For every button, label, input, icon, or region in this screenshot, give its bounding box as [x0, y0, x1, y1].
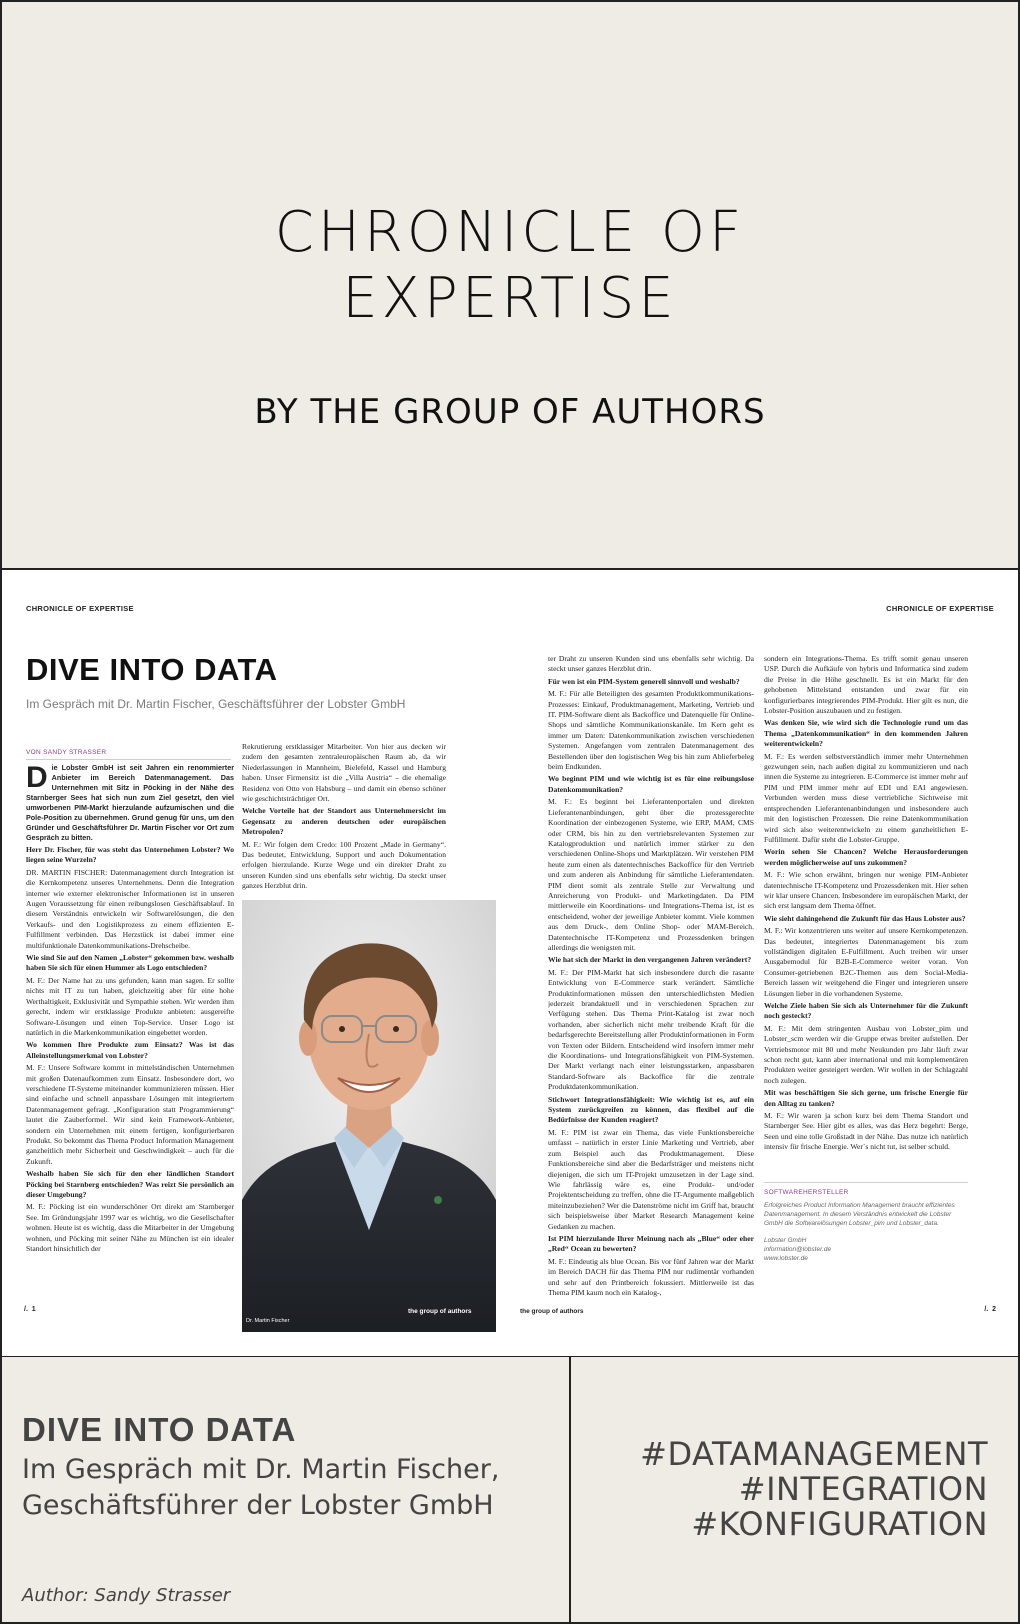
portrait-photo: [242, 900, 496, 1332]
article-byline: VON SANDY STRASSER: [26, 749, 231, 760]
summary-panel: [0, 1357, 1020, 1624]
info-web: www.lobster.de: [764, 1255, 808, 1262]
interview-question: Wo beginnt PIM und wie wichtig ist es für eine reibungslose Datenkommunikation?: [548, 774, 754, 794]
interview-answer: M. F.: Es beginnt bei Lieferantenportalen und direkten Lieferantenanbindungen, geht über die prozessgerechte Koordination der einbezogenen Systeme, wie ERP, MAM, CMS oder CRM, bis hin zu den vertriebsrelevanten Systemen zur Katalogproduktion und natürlich immer stärker zu den verschiedenen Online-Shops und Marktplätzen. Wir verstehen PIM heute zum einen als datentechnisches Backoffice für den Vertrieb und zum anderen als Anbindung für sämtliche Lieferantendaten. PIM dient somit als zentrale Stelle zur Verwaltung und Anreicherung von Produkt- und Marketingdaten. Da PIM mittlerweile ein Koordinations- und Integrations-Thema ist, ist es entscheidend, woher der jeweilige Anbieter kommt. Viele kommen aus dem Druck-, dem Online Shop- oder MAM-Bereich. Datentechnische IT-Kompetenz und Prozessdenken bringen allerdings die wenigsten mit.: [548, 797, 754, 952]
column-4-body: [764, 654, 968, 1153]
page-header-left: CHRONICLE OF EXPERTISE: [26, 604, 134, 613]
interview-answer: M. F.: Wir konzentrieren uns weiter auf unsere Kernkompetenzen. Das bedeutet, integriertes Datenmanagement bis zum vollständigen digitalen E-Fulfillment. Auch treiben wir unser Ausgabemodul für B2B-E-Commerce weiter voran. Von Consumer-getriebenen B2C-Themen aus dem Social-Media-Bereich lassen wir weitgehend die Finger und integrieren unsere Lösungen lieber in die vorhandenen Systeme.: [764, 926, 968, 998]
interview-question: Stichwort Integrationsfähigkeit: Wie wichtig ist es, auf ein System zurückgreifen zu können, das flexibel auf die Bedürfnisse der Kunden reagiert?: [548, 1094, 754, 1125]
interview-answer: M. F.: Der Name hat zu uns gefunden, kann man sagen. Er sollte nichts mit IT zu tun haben, gleichzeitig aber für eine hohe Werthaltigkeit, Exklusivität und Sympathie stehen. Wir werden ihm gerecht, indem wir erstklassige Produkte anbieten: ausgereifte Software-Lösungen und einen Top-Service. Unser Logo ist natürlich in die Markenkommunikation eingebettet worden.: [26, 975, 234, 1037]
info-text: Erfolgreiches Product Information Management braucht effizientes Datenmanagement. In diesem Verständnis entwickelt die Lobster GmbH die Softwarelösungen Lobster_pim und Lobster_data.: [764, 1202, 955, 1227]
interview-answer: M. F.: Für alle Beteiligten des gesamten Produktkommunikations-Prozesses: Einkauf, Produktmanagement, Marketing, Vertrieb und IT. PIM-Software dient als Backoffice und Datenquelle für Online-Shops und sämtliche Kommunikationskanäle. Im Kern geht es immer um Daten: Datenkommunikation zwischen verschiedenen Systemen. Angefangen vom zentralen Datenmanagement des Bestellenden über den logistischen Weg bis hin zum Ablieferbeleg beim Endkunden.: [548, 689, 754, 772]
lead-text: ie Lobster GmbH ist seit Jahren ein renommierter Anbieter im Bereich Datenmanagement. Das Unternehmen mit Sitz in Pöcking in der Nähe des Starnberger Sees hat sich nun zum Ziel gesetzt, den viel umworbenen PIM-Markt hierzulande aufzumischen und die Pole-Position zu übernehmen. Grund genug für uns, um den Gründer und Geschäftsführer Dr. Martin Fischer vor Ort zum Gespräch zu bitten.: [26, 763, 234, 842]
interview-question: Was denken Sie, wie wird sich die Technologie rund um das Thema „Datenkommunikation“ in den kommenden Jahren weiterentwickeln?: [764, 718, 968, 749]
panel-divider: [569, 1357, 571, 1622]
photo-caption: Dr. Martin Fischer: [246, 1318, 290, 1324]
cover-title-line1: CHRONICLE OF: [274, 200, 746, 265]
interview-answer: M. F.: Wie schon erwähnt, bringen nur wenige PIM-Anbieter datentechnische IT-Kompetenz und Prozessdenken mit. Hier sehen wir klar unsere Chancen. Insbesondere im europäischen Markt, der sich erst langsam dem Thema öffnet.: [764, 870, 968, 911]
interview-answer: M. F.: Unsere Software kommt in mittelständischen Unternehmen mit großen Datenaufkommen zum Einsatz. Insbesondere dort, wo verschiedene IT-Systeme miteinander kommunizieren müssen. Hier sind einfache und schnell anpassbare Lösungen mit integriertem Datenmanagement gefragt. „Konfiguration statt Programmierung“ lautet die Zauberformel. Wir sind kein Framework-Anbieter, sondern ein Unternehmen mit einem fertigen, konfigurierbaren Produkt. So bekommt das Thema Product Information Management ganzheitlich mehr Sicherheit und Geschwindigkeit – auch für die Zukunft.: [26, 1063, 234, 1166]
summary-author: Author: Sandy Strasser: [22, 1585, 231, 1606]
hashtag: #INTEGRATION: [738, 1470, 988, 1508]
footer-brand-right: the group of authors: [520, 1308, 584, 1315]
interview-question: Welche Ziele haben Sie sich als Unternehmer für die Zukunft noch gesteckt?: [764, 1001, 968, 1021]
portrait-illustration: [242, 900, 496, 1332]
interview-question: Herr Dr. Fischer, für was steht das Unternehmen Lobster? Wo liegen seine Wurzeln?: [26, 845, 234, 865]
company-info-box: [764, 1182, 968, 1263]
text-column-2: [242, 742, 446, 894]
interview-answer: Rekrutierung erstklassiger Mitarbeiter. Von hier aus decken wir zudem den gesamten zentraleuropäischen Raum ab, da wir Niederlassungen in Mannheim, Bielefeld, Kassel und Hamburg haben. Unser Firmensitz ist die „Villa Austria“ – die ehemalige Residenz von Otto von Habsburg – und damit ein ebenso schöner wie geschichtsträchtiger Ort.: [242, 742, 446, 804]
article-subtitle: Im Gespräch mit Dr. Martin Fischer, Geschäftsführer der Lobster GmbH: [26, 697, 406, 711]
text-column-1: [26, 763, 234, 1308]
folio-mark-icon: /.: [984, 1306, 989, 1313]
interview-question: Worin sehen Sie Chancen? Welche Herausforderungen werden möglicherweise auf uns zukommen?: [764, 847, 968, 867]
drop-cap: D: [26, 763, 48, 794]
interview-answer: M. F.: Wir waren ja schon kurz bei dem Thema Standort und Starnberger See. Hier gibt es alles, was das Herz begehrt: Berge, Seen und eine tolle Großstadt in der Nähe. Das nutze ich natürlich intensiv für frische Energie. Wer´s nicht tut, ist selber schuld.: [764, 1111, 968, 1152]
interview-answer: M. F.: Pöcking ist ein wunderschöner Ort direkt am Starnberger See. Im Gründungsjahr 1997 war es wichtig, wo die Gesellschafter wohnen. Heute ist es wichtig, dass die Mitarbeiter in der Umgebung wohnen, und Pöcking mit seiner Nähe zu München ist ein idealer Standort hinsichtlich der: [26, 1202, 234, 1254]
interview-answer: M. F.: Eindeutig als blue Ocean. Bis vor fünf Jahren war der Markt im Bereich DACH für das Thema PIM nur rudimentär vorhanden und sehr auf den Printbereich fokussiert. Mittlerweile ist das Thema PIM kaum noch ein Katalog-,: [548, 1256, 754, 1297]
interview-answer: M. F.: Der PIM-Markt hat sich insbesondere durch die rasante Entwicklung von E-Commerce stark verändert. Sämtliche Produktinformationen müssen den unterschiedlichsten Medien jederzeit brandaktuell und in verschiedenen Sprachen zur Verfügung stehen. Das Thema Print-Katalog ist zwar noch vorhanden, aber sicherlich nicht mehr treibende Kraft für die bedarfsgerechte Bereitstellung aller Produktinformationen in Form von Texten oder Bildern. Entscheidend wird insofern immer mehr die Koordinations- und Integrationsfähigkeit von PIM-Systemen. Der Markt verlangt nach einer leistungsstarken, anpassbaren Standard-Software als Backoffice für die zentrale Produktdatenkommunikation.: [548, 967, 754, 1092]
photo-brand-label: the group of authors: [408, 1308, 472, 1315]
page-header-right: CHRONICLE OF EXPERTISE: [886, 604, 994, 613]
interview-question: Wie hat sich der Markt in den vergangenen Jahren verändert?: [548, 955, 752, 965]
info-contact: [764, 1236, 968, 1263]
folio-left-number: 1: [31, 1306, 36, 1313]
folio-mark-icon: /.: [24, 1306, 28, 1313]
info-email: information@lobster.de: [764, 1246, 832, 1253]
interview-question: Welche Vorteile hat der Standort aus Unternehmersicht im Gegensatz zu anderen deutschen oder europäischen Metropolen?: [242, 806, 446, 837]
interview-answer: M. F.: Es werden selbstverständlich immer mehr Unternehmen gezwungen sein, nach außen digital zu kommunizieren und nach innen die Systeme zu integrieren. E-Commerce ist immer mehr auf PIM und PIM immer mehr auf EDI und EAI angewiesen. Verbunden werden muss diese vertriebliche Sichtweise mit entsprechenden Lieferantenanbindungen und insbesondere auch mit den logistischen Prozessen. Die reine Datenkommunikation wird sich also weiterentwickeln zu einem ganzheitlichen E-Fulfillment. Dafür steht die Lobster-Gruppe.: [764, 751, 968, 844]
summary-subtitle-line2: Geschäftsführer der Lobster GmbH: [22, 1490, 494, 1521]
folio-right-number: 2: [992, 1306, 996, 1313]
folio-left: [24, 1306, 36, 1313]
interview-question: Wie sieht dahingehend die Zukunft für das Haus Lobster aus?: [764, 913, 966, 923]
cover-panel: [0, 0, 1020, 569]
interview-question: Für wen ist ein PIM-System generell sinnvoll und weshalb?: [548, 676, 740, 686]
hashtag: #DATAMANAGEMENT: [640, 1435, 988, 1473]
hashtag: #KONFIGURATION: [691, 1505, 988, 1543]
interview-question: Mit was beschäftigen Sie sich gerne, um frische Energie für den Alltag zu tanken?: [764, 1088, 968, 1108]
summary-title: DIVE INTO DATA: [22, 1411, 297, 1448]
interview-answer: ter Draht zu unseren Kunden sind uns ebenfalls sehr wichtig. Da steckt unser ganzes Herzblut drin.: [548, 654, 754, 674]
interview-question: Wie sind Sie auf den Namen „Lobster“ gekommen bzw. weshalb haben Sie sich für einen Hummer als Logo entschieden?: [26, 953, 234, 973]
interview-answer: M. F.: PIM ist zwar ein Thema, das viele Funktionsbereiche umfasst – natürlich in erster Linie Marketing und Vertrieb, aber zum Beispiel auch das Produktmanagement. Diese Funktionsbereiche sind aber die Bedarfsträger und meistens nicht diejenigen, die sich um IT-Projekt umzusetzen in der Lage sind. Wie fahrlässig wäre es, eine Produkt- und/oder Projektentscheidung zu treffen, ohne die IT-Argumente maßgeblich miteinzubeziehen? Wer die Datenströme nicht im Griff hat, braucht sich beispielsweise über Market Research Management keine Gedanken zu machen.: [548, 1127, 754, 1231]
interview-question: Ist PIM hierzulande Ihrer Meinung nach als „Blue“ oder eher „Red“ Ocean zu bewerten?: [548, 1233, 754, 1254]
column-1-body: [26, 845, 234, 1254]
column-3-body: [548, 654, 754, 1298]
magazine-spread: [0, 568, 1020, 1358]
folio-right: [984, 1306, 996, 1313]
info-heading: SOFTWAREHERSTELLER: [764, 1189, 849, 1196]
column-2-body: [242, 742, 446, 892]
article-title: DIVE INTO DATA: [26, 652, 278, 687]
summary-subtitle-line1: Im Gespräch mit Dr. Martin Fischer,: [22, 1454, 500, 1485]
text-column-3: [548, 654, 754, 1308]
interview-answer: sondern ein Integrations-Thema. Es trifft somit genau unseren USP. Durch die Aufkäufe von hybris und Informatica sind zudem die Preise in die Höhe geschnellt. Es ist ein Markt für den gehobenen Mittelstand entstanden und zwar für ein konfigurierbares integrierendes PIM-Produkt. Hier gilt es nun, die Lobster-Position auszubauen und zu festigen.: [764, 654, 968, 716]
interview-answer: M. F.: Wir folgen dem Credo: 100 Prozent „Made in Germany“. Das bedeutet, Entwicklung, Support und auch Dokumentation erfolgen hierzulande. Kurze Wege und ein direkter Draht zu unseren Kunden sind uns ebenfalls sehr wichtig. Da steckt unser ganzes Herzblut drin.: [242, 839, 446, 891]
hashtag-list: [640, 1437, 988, 1542]
interview-question: Wo kommen Ihre Produkte zum Einsatz? Was ist das Alleinstellungsmerkmal von Lobster?: [26, 1040, 234, 1060]
info-company: Lobster GmbH: [764, 1237, 807, 1244]
cover-subtitle: BY THE GROUP OF AUTHORS: [254, 392, 766, 432]
interview-question: Weshalb haben Sie sich für den eher ländlichen Standort Pöcking bei Starnberg entschieden? Was reizt Sie persönlich an dieser Umgebung?: [26, 1169, 234, 1199]
article-lead: [26, 763, 234, 843]
summary-subtitle: [22, 1452, 562, 1524]
cover-title: [2, 200, 1018, 332]
text-column-4: [764, 654, 968, 1168]
interview-answer: M. F.: Mit dem stringenten Ausbau von Lobster_pim und Lobster_scm werden wir die Gruppe etwas breiter aufstellen. Der Vertriebsmotor mit 80 und mehr Neukunden pro Jahr läuft zwar schon recht gut, kann aber international und mit komplementären Produkten weiter gesteigert werden. Wir wollen in der Schlagzahl noch zulegen.: [764, 1023, 968, 1085]
interview-answer: DR. MARTIN FISCHER: Datenmanagement durch Integration ist die Kernkompetenz unseres Unternehmens. Denn die Integration interner wie externer elektronischer Informationen ist in unseren Augen Voraussetzung für einen reibungslosen Geschäftsablauf. In diesem Verständnis entwickeln wir Softwarelösungen, die den Verkaufs- und den Logistikprozess zu einem effizienten E-Fulfillment verbinden. Das Herzstück ist dabei immer eine multifunktionale Datenkommunikations-Drehscheibe.: [26, 867, 234, 950]
cover-title-line2: EXPERTISE: [342, 266, 678, 331]
